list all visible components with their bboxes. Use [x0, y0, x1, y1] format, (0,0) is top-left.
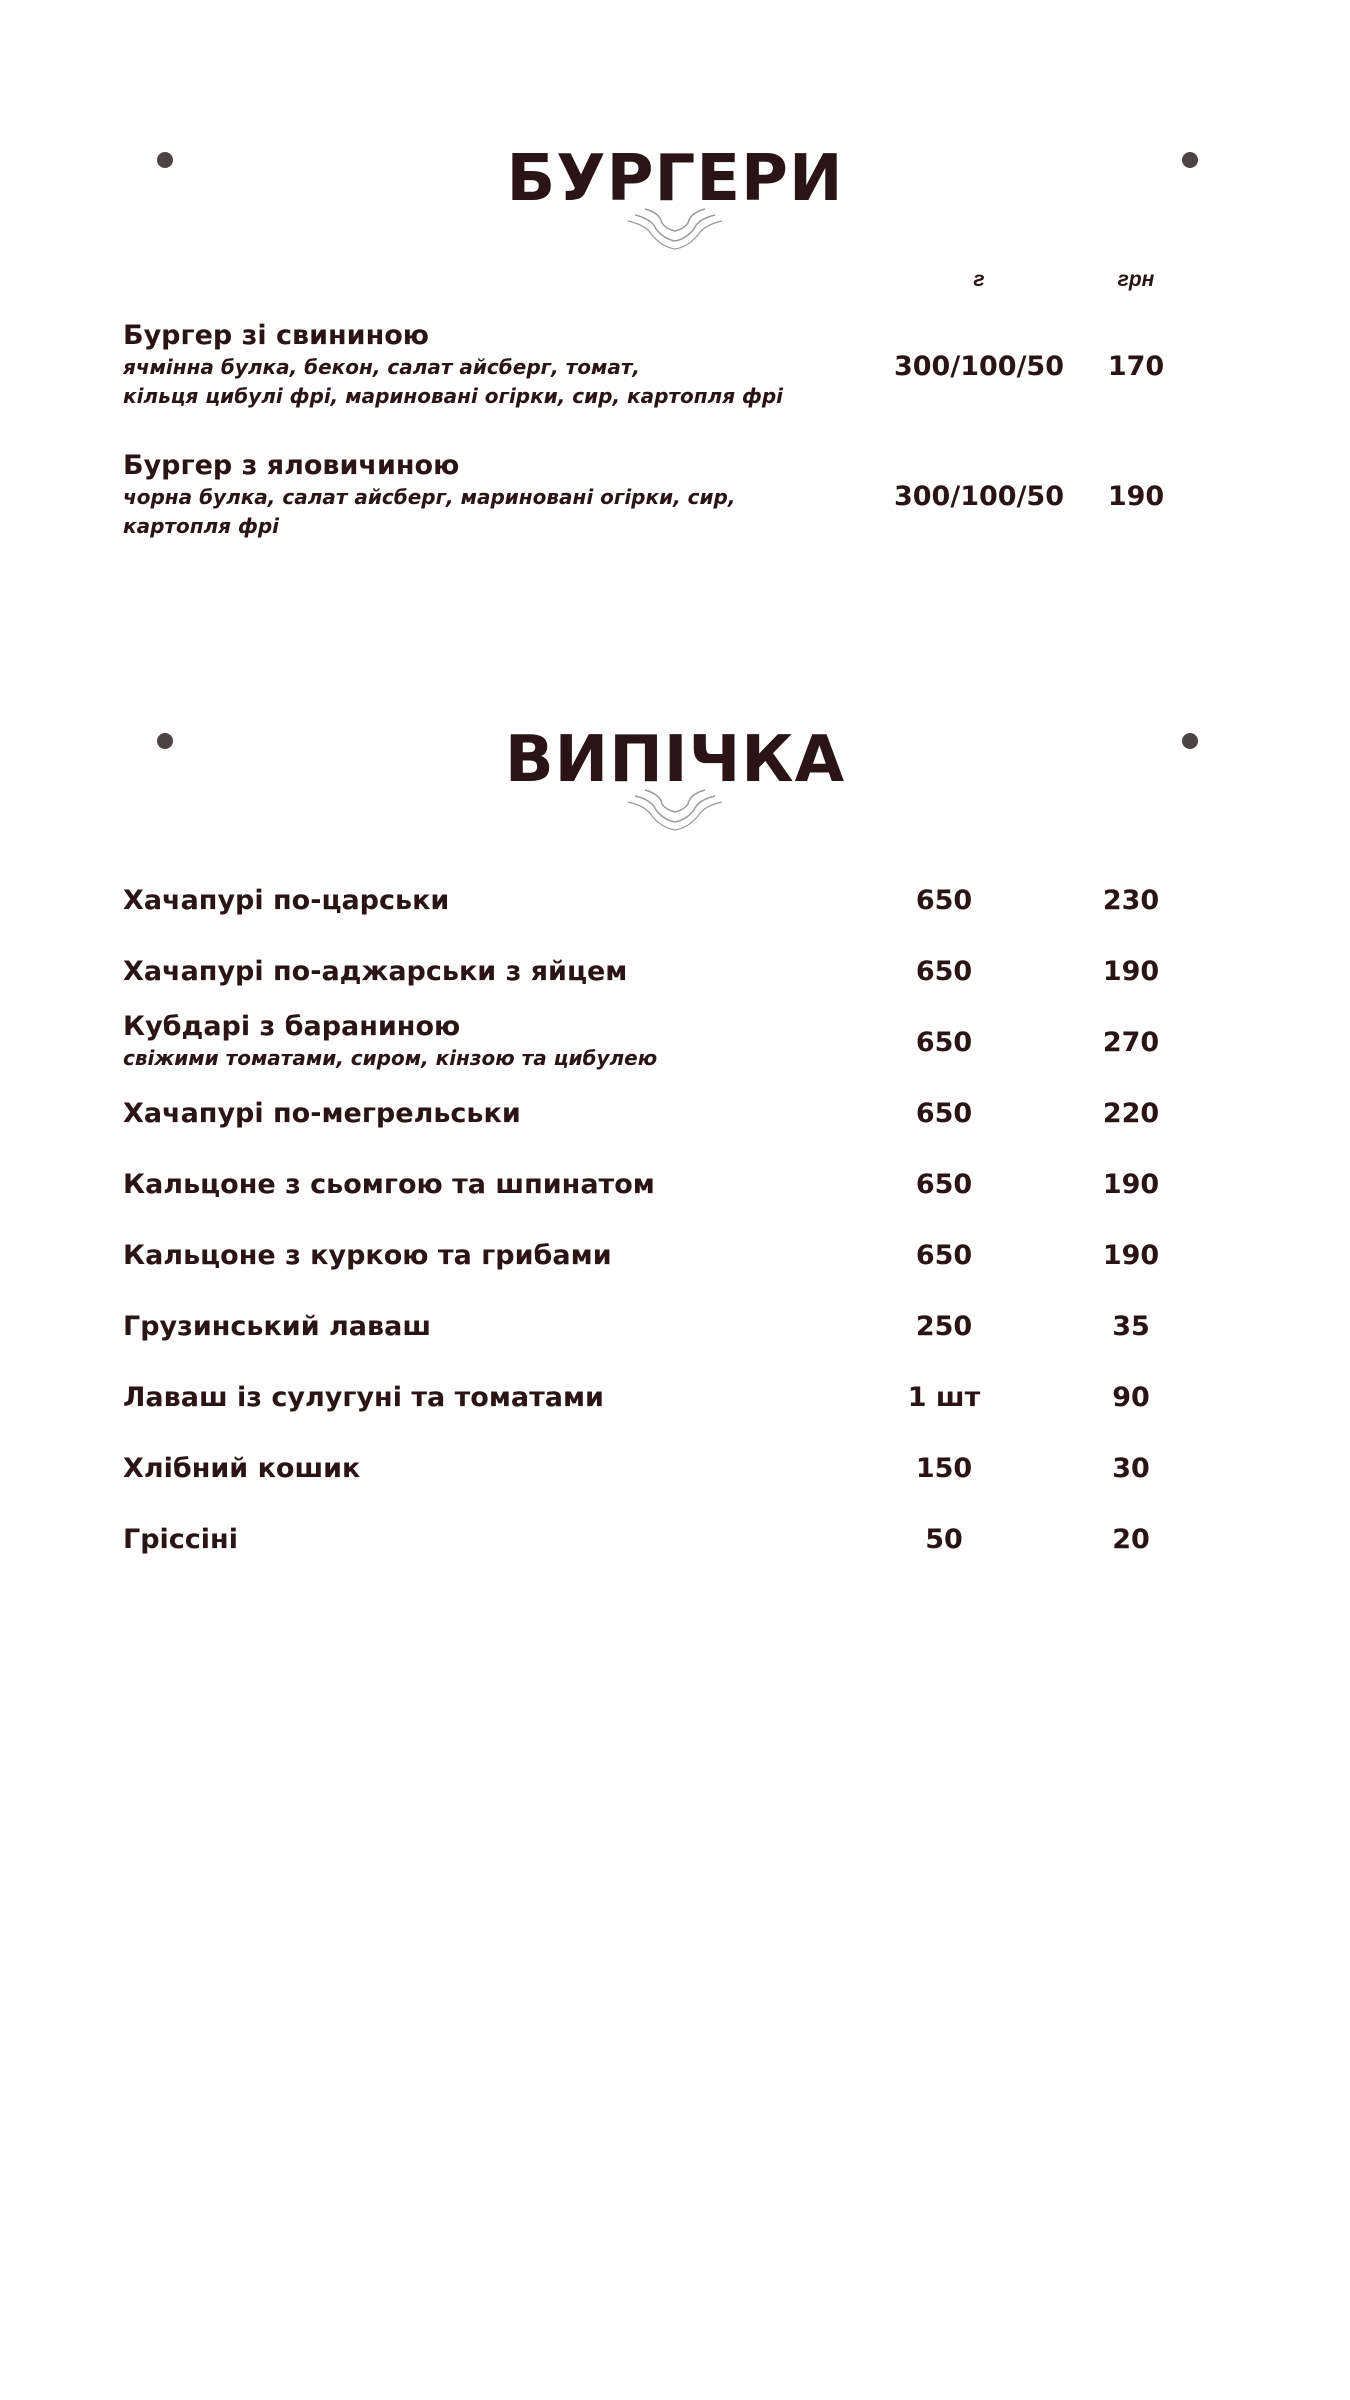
item-weight: 650: [915, 956, 973, 987]
item-weight: 650: [915, 1027, 973, 1058]
item-name: Хлібний кошик: [123, 1453, 361, 1484]
menu-item: [123, 884, 1223, 918]
item-price: 20: [1112, 1524, 1150, 1555]
item-name: Кальцоне з сьомгою та шпинатом: [123, 1169, 655, 1200]
item-name: Бургер з яловичиною: [123, 450, 460, 481]
menu-item: [123, 1239, 1223, 1273]
item-price: 220: [1102, 1098, 1160, 1129]
item-price: 190: [1102, 1240, 1160, 1271]
menu-item: [123, 1097, 1223, 1131]
item-price: 190: [1102, 956, 1160, 987]
item-name: Хачапурі по-мегрельськи: [123, 1098, 521, 1129]
item-name: Лаваш із сулугуні та томатами: [123, 1382, 604, 1413]
item-description: ячмінна булка, бекон, салат айсберг, томат,: [123, 355, 641, 379]
menu-item: [123, 1168, 1223, 1202]
item-name: Хачапурі по-царськи: [123, 885, 450, 916]
item-weight: 50: [925, 1524, 963, 1555]
menu-item: [123, 1010, 1223, 1073]
menu-item: [123, 1452, 1223, 1486]
menu-item: [123, 1310, 1223, 1344]
item-price: 170: [1107, 351, 1165, 382]
item-name: Грузинський лаваш: [123, 1311, 432, 1342]
item-description: картопля фрі: [123, 514, 280, 538]
item-name: Гріссіні: [123, 1524, 238, 1555]
item-weight: 300/100/50: [893, 351, 1064, 382]
burgers-header: [140, 105, 1210, 255]
menu-item: [123, 955, 1223, 989]
item-description: кільця цибулі фрі, мариновані огірки, сир, картопля фрі: [123, 384, 784, 408]
item-weight: 650: [915, 1098, 973, 1129]
column-header-price: грн: [1117, 268, 1155, 291]
item-description: чорна булка, салат айсберг, мариновані огірки, сир,: [123, 485, 736, 509]
item-name: Хачапурі по-аджарськи з яйцем: [123, 956, 628, 987]
item-price: 90: [1112, 1382, 1150, 1413]
item-name: Бургер зі свининою: [123, 320, 430, 351]
menu-item: [123, 1523, 1223, 1557]
item-name: Кальцоне з куркою та грибами: [123, 1240, 612, 1271]
item-weight: 250: [915, 1311, 973, 1342]
pastry-header: [140, 686, 1210, 836]
item-weight: 650: [915, 1169, 973, 1200]
item-price: 30: [1112, 1453, 1150, 1484]
item-weight: 300/100/50: [893, 481, 1064, 512]
item-name: Кубдарі з бараниною: [123, 1011, 461, 1042]
menu-item: [123, 1381, 1223, 1415]
item-description: свіжими томатами, сиром, кінзою та цибулею: [123, 1046, 658, 1070]
item-weight: 150: [915, 1453, 973, 1484]
section-title-pastry: ВИПІЧКА: [504, 723, 846, 797]
item-weight: 650: [915, 885, 973, 916]
item-weight: 1 шт: [907, 1382, 981, 1413]
section-title-burgers: БУРГЕРИ: [506, 142, 844, 216]
item-price: 270: [1102, 1027, 1160, 1058]
item-price: 230: [1102, 885, 1160, 916]
item-price: 190: [1107, 481, 1165, 512]
column-header-weight: г: [973, 268, 985, 291]
item-price: 35: [1112, 1311, 1150, 1342]
item-weight: 650: [915, 1240, 973, 1271]
item-price: 190: [1102, 1169, 1160, 1200]
